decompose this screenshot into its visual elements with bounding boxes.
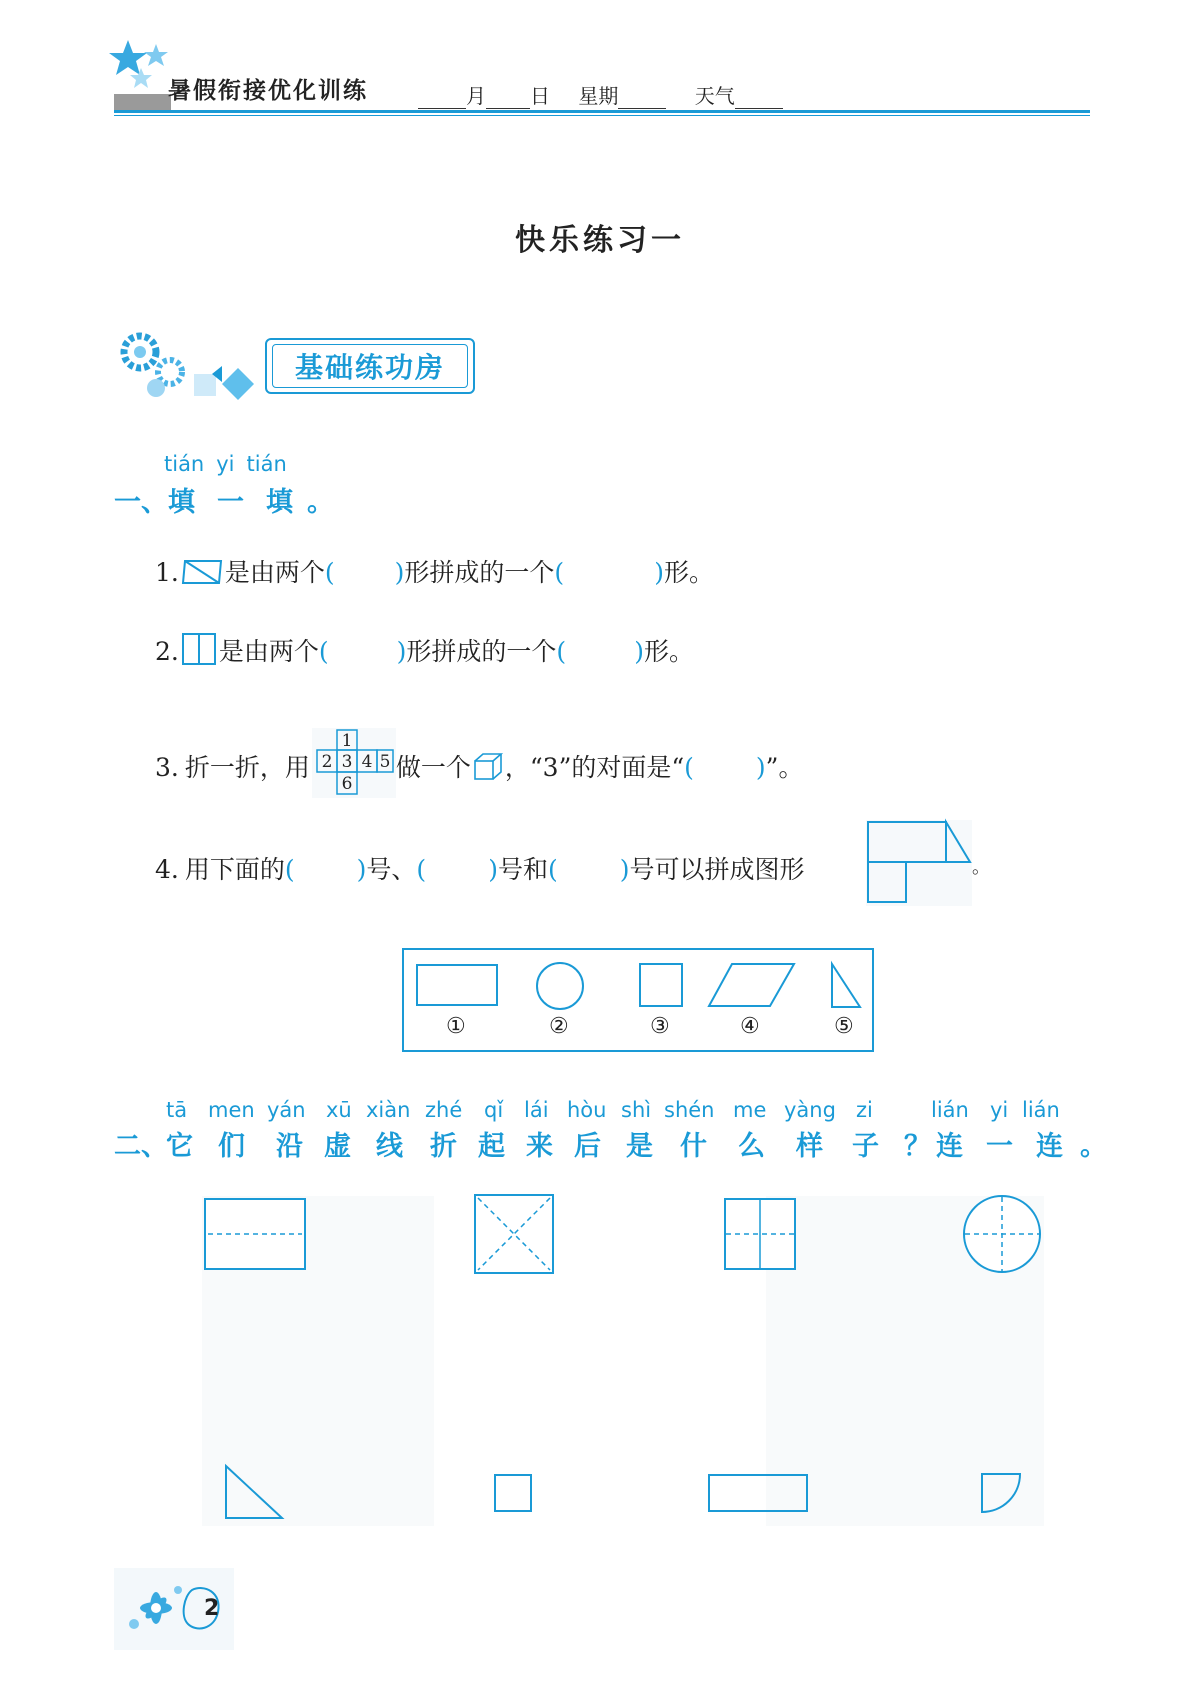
fold-figure-square-cross[interactable] bbox=[724, 1198, 796, 1270]
date-fields bbox=[418, 80, 783, 109]
day-blank[interactable] bbox=[486, 90, 530, 109]
fold-figure-rectangle[interactable] bbox=[204, 1198, 306, 1270]
page-number: 2 bbox=[204, 1596, 220, 1621]
shape-label-5: ⑤ bbox=[834, 1014, 854, 1039]
net-face-2: 2 bbox=[321, 752, 333, 772]
part2-heading: 二、 它 们 沿 虚 线 折 起 来 后 是 什 么 样 子 ？ 连 一 连 。 bbox=[114, 1131, 1107, 1162]
shape-triangle bbox=[828, 963, 862, 1009]
parallelogram-split-icon bbox=[181, 559, 223, 585]
result-right-triangle[interactable] bbox=[224, 1464, 284, 1520]
net-face-6: 6 bbox=[341, 774, 353, 794]
month-label: 月 bbox=[466, 84, 486, 108]
shape-circle bbox=[535, 961, 585, 1011]
target-composite-figure bbox=[866, 820, 972, 906]
section-badge-label: 基础练功房 bbox=[272, 344, 468, 388]
header bbox=[0, 0, 1200, 120]
weekday-label: 星期 bbox=[578, 84, 619, 108]
section-badge bbox=[265, 338, 475, 394]
net-face-3: 3 bbox=[341, 752, 353, 772]
net-face-5: 5 bbox=[379, 752, 391, 772]
shape-label-4: ④ bbox=[740, 1014, 760, 1039]
month-blank[interactable] bbox=[418, 90, 466, 109]
part1-pinyin: tián yi tián bbox=[164, 452, 287, 476]
page-title: 快乐练习一 bbox=[515, 223, 685, 258]
question-1: 1. 是由两个( )形拼成的一个( )形。 bbox=[155, 558, 714, 587]
header-gray-block bbox=[114, 94, 171, 110]
net-face-4: 4 bbox=[361, 752, 373, 772]
cube-net-icon bbox=[310, 728, 396, 798]
question-4-end: 。 bbox=[972, 857, 990, 878]
net-face-1: 1 bbox=[341, 731, 353, 751]
question-4: 4. 用下面的( )号、( )号和( )号可以拼成图形 bbox=[155, 855, 805, 884]
shape-parallelogram bbox=[708, 963, 796, 1007]
weekday-blank[interactable] bbox=[618, 90, 666, 109]
result-quarter-circle[interactable] bbox=[980, 1472, 1022, 1514]
shape-label-2: ② bbox=[549, 1014, 569, 1039]
header-rule-thick bbox=[114, 110, 1090, 113]
cube-icon bbox=[473, 752, 503, 782]
question-3: 3. 折一折，用 1 2 3 4 5 6 做一个 ，“3”的对面是“( )”。 bbox=[155, 728, 803, 798]
header-title: 暑假衔接优化训练 bbox=[168, 78, 368, 104]
part1-heading: 一、填 一 填 。 bbox=[114, 487, 334, 518]
two-rectangles-icon bbox=[181, 632, 217, 666]
header-rule-thin bbox=[114, 115, 1090, 116]
result-small-square[interactable] bbox=[494, 1474, 532, 1512]
weather-label: 天气 bbox=[694, 84, 735, 108]
weather-blank[interactable] bbox=[735, 90, 783, 109]
day-label: 日 bbox=[530, 84, 550, 108]
shape-label-3: ③ bbox=[650, 1014, 670, 1039]
fold-figure-square-diagonals[interactable] bbox=[474, 1194, 554, 1274]
gear-decoration-icon bbox=[112, 328, 262, 408]
shape-square bbox=[639, 963, 683, 1007]
result-rectangle[interactable] bbox=[708, 1474, 808, 1512]
part2-pinyin: tā men yán xū xiàn zhé qǐ lái hòu shì shén me yàng zi lián yi lián bbox=[166, 1098, 1060, 1122]
fold-figure-circle[interactable] bbox=[962, 1194, 1042, 1274]
question-2: 2. 是由两个( )形拼成的一个( )形。 bbox=[155, 632, 694, 668]
shape-rectangle bbox=[416, 964, 498, 1006]
shape-label-1: ① bbox=[446, 1014, 466, 1039]
